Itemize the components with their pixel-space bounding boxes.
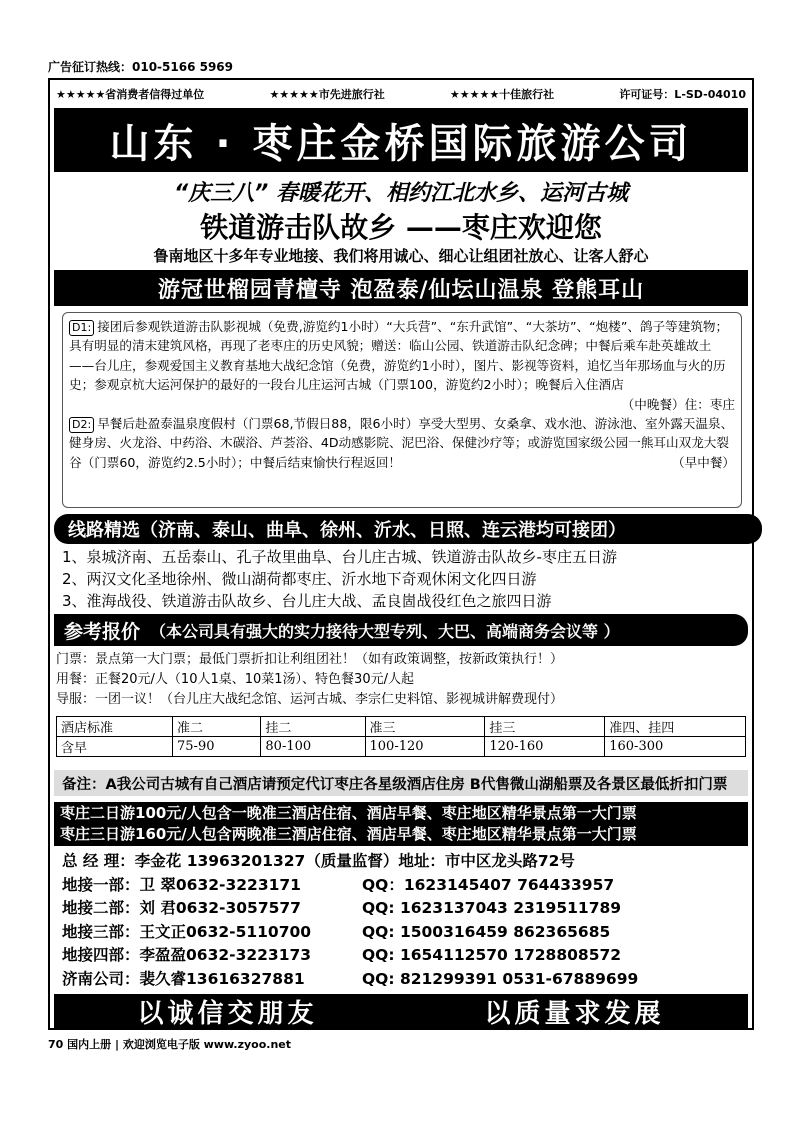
day1-text: 接团后参观铁道游击队影视城（免费,游览约1小时）“大兵营”、“东升武馆”、“大茶坊”、“炮楼”、鸽子等建筑物；具有明显的清末建筑风格，再现了老枣庄的历史风貌；赠送：临山公园、铁道游击队纪念碑；中餐后乘车赴英雄故土——台儿庄，参观爱国主义教育基地大战纪念馆（免费，游览约1小时），图片、影视等资料，追忆当年那场血与火的历史；参观京杭大运河保护的最好的一段台儿庄运河古城（门票100，游览约2小时）；晚餐后入住酒店 <box>69 319 729 393</box>
contact-dept: 地接三部：王文正0632-5110700 <box>62 922 312 941</box>
package-three-day: 枣庄三日游160元/人包含两晚准三酒店住宿、酒店早餐、枣庄地区精华景点第一大门票 <box>60 825 637 843</box>
table-cell: 75-90 <box>173 737 261 757</box>
contact-dept: 地接四部：李盈盈0632-3223173 <box>62 946 312 965</box>
table-header-row <box>57 717 746 737</box>
package-offers <box>54 802 748 846</box>
page-footer: 70 国内上册 | 欢迎浏览电子版 www.zyoo.net <box>48 1038 292 1051</box>
day2-text: 早餐后赴盈泰温泉度假村（门票68,节假日88，限6小时）享受大型男、女桑拿、戏水池、游泳池、室外露天温泉、健身房、火龙浴、中药浴、木碳浴、芦荟浴、4D动感影院、泥巴浴、保健沙疗等；或游览国家级公园一熊耳山双龙大裂谷（门票60，游览约2.5小时）；中餐后结束愉快行程返回！ <box>69 416 734 470</box>
contact-row <box>62 968 746 992</box>
credential-city: ★★★★★市先进旅行社 <box>269 88 385 101</box>
table-header-cell: 挂二 <box>261 717 365 737</box>
slogan-service: 鲁南地区十多年专业地接、我们将用诚心、细心让组团社放心、让客人舒心 <box>153 247 649 265</box>
attractions-bar: 游冠世榴园青檀寺 泡盈泰/仙坛山温泉 登熊耳山 <box>54 270 748 306</box>
contact-qq: QQ：1623145407 764433957 <box>362 875 615 894</box>
motto-bar <box>54 994 748 1028</box>
guide-policy: 导服：一团一议！（台儿庄大战纪念馆、运河古城、李宗仁史料馆、影视城讲解费现付） <box>56 692 564 707</box>
table-cell: 100-120 <box>365 737 485 757</box>
table-header-cell: 挂三 <box>485 717 605 737</box>
route-item: 3、淮海战役、铁道游击队故乡、台儿庄大战、孟良崮战役红色之旅四日游 <box>62 592 552 610</box>
routes-bar: 线路精选（济南、泰山、曲阜、徐州、沂水、日照、连云港均可接团） <box>54 514 762 544</box>
day1-tag: D1: <box>69 320 94 336</box>
manager-line: 总 经 理：李金花 13963201327（质量监督）地址：市中区龙头路72号 <box>62 852 575 870</box>
company-name-banner: 山东 · 枣庄金桥国际旅游公司 <box>54 108 748 172</box>
contact-dept: 地接一部：卫 翠0632-3223171 <box>62 875 301 894</box>
table-cell: 120-160 <box>485 737 605 757</box>
contact-list <box>62 850 746 992</box>
ad-hotline: 广告征订热线：010-5166 5969 <box>48 60 234 74</box>
hotel-price-table <box>56 716 746 757</box>
slogan-welcome: 铁道游击队故乡 ——枣庄欢迎您 <box>200 211 602 244</box>
price-bar <box>54 614 748 646</box>
ticket-policy: 门票：景点第一大门票；最低门票折扣让利组团社！（如有政策调整，按新政策执行！） <box>56 652 564 667</box>
price-note: （本公司具有强大的实力接待大型专列、大巴、高端商务会议等 ） <box>150 621 620 641</box>
table-header-cell: 准四、挂四 <box>605 717 746 737</box>
contact-row <box>62 897 746 921</box>
contact-row <box>62 921 746 945</box>
day2-meals: （早中餐） <box>672 454 735 470</box>
motto-right: 以质量求发展 <box>484 998 665 1029</box>
itinerary-box <box>62 312 742 508</box>
contact-dept: 济南公司：裴久睿13616327881 <box>62 969 305 988</box>
table-cell: 80-100 <box>261 737 365 757</box>
table-header-cell: 酒店标准 <box>57 717 173 737</box>
slogan-womens-day: “庆三八” 春暖花开、相约江北水乡、运河古城 <box>174 181 628 206</box>
contact-qq: QQ: 821299391 0531-67889699 <box>362 969 639 988</box>
contact-qq: QQ: 1623137043 2319511789 <box>362 899 622 918</box>
credential-top-ten: ★★★★★十佳旅行社 <box>449 88 555 101</box>
contact-row <box>62 874 746 898</box>
itinerary-day1 <box>69 317 735 412</box>
contact-qq: QQ: 1654112570 1728808572 <box>362 946 622 965</box>
route-item: 1、泉城济南、五岳泰山、孔子故里曲阜、台儿庄古城、铁道游击队故乡-枣庄五日游 <box>62 548 617 566</box>
itinerary-day2 <box>69 414 735 472</box>
license-number: 许可证号：L-SD-04010 <box>619 88 746 101</box>
contact-qq: QQ: 1500316459 862365685 <box>362 922 611 941</box>
contact-row <box>62 944 746 968</box>
contact-dept: 地接二部：刘 君0632-3057577 <box>62 899 301 918</box>
remark-bar: 备注：A我公司古城有自己酒店请预定代订枣庄各星级酒店住房 B代售微山湖船票及各景区最低折扣门票 <box>54 770 748 796</box>
credentials-row <box>56 84 746 104</box>
credential-provincial: ★★★★★省消费者信得过单位 <box>56 88 205 101</box>
table-header-cell: 准二 <box>173 717 261 737</box>
table-cell: 160-300 <box>605 737 746 757</box>
price-tag: 参考报价 <box>54 617 150 644</box>
day1-meals: （中晚餐）住：枣庄 <box>621 396 735 412</box>
routes-list <box>62 546 746 612</box>
table-header-cell: 准三 <box>365 717 485 737</box>
table-cell: 含早 <box>57 737 173 757</box>
meal-policy: 用餐：正餐20元/人（10人1桌、10菜1汤）、特色餐30元/人起 <box>56 672 414 687</box>
package-two-day: 枣庄二日游100元/人包含一晚准三酒店住宿、酒店早餐、枣庄地区精华景点第一大门票 <box>60 804 637 822</box>
table-row <box>57 737 746 757</box>
route-item: 2、两汉文化圣地徐州、微山湖荷都枣庄、沂水地下奇观休闲文化四日游 <box>62 570 537 588</box>
day2-tag: D2: <box>69 417 94 433</box>
motto-left: 以诚信交朋友 <box>137 998 318 1029</box>
price-details <box>56 650 746 710</box>
